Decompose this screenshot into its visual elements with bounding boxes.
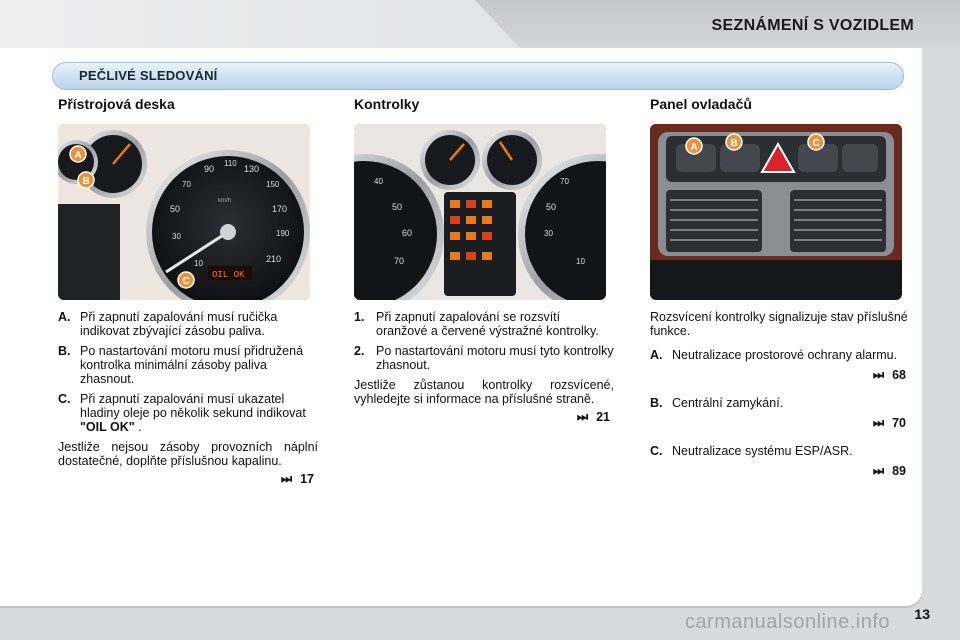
item-key: A. [650,348,663,362]
gauge-tick: 210 [266,254,282,264]
note-paragraph: Jestliže nejsou zásoby provozních náplní dostatečné, doplňte příslušnou kapalinu. [58,440,318,468]
gauge-tick: 30 [172,232,181,241]
gauge-tick: 60 [402,228,413,238]
page-reference[interactable] [354,410,614,424]
instrument-panel-illustration [58,124,310,300]
gauge-tick: 130 [244,164,260,174]
item-text: Neutralizace prostorové ochrany alarmu. [672,348,898,362]
gauge-tick: 50 [170,204,181,214]
control-panel-illustration [650,124,902,260]
section-title: PEČLIVÉ SLEDOVÁNÍ [79,68,218,83]
page-number: 13 [914,606,930,622]
page-reference[interactable] [650,416,910,430]
warning-lights-photo [354,124,606,300]
column-warning-lights [354,96,614,430]
page-ref-number: 21 [596,410,610,424]
list-item [354,344,614,372]
item-key: 1. [354,310,365,324]
callout-c [178,272,194,288]
page-title: SEZNÁMENÍ S VOZIDLEM [711,17,914,34]
warning-lights-illustration [354,124,606,300]
instrument-items [58,310,318,486]
gauge-tick: 70 [182,180,191,189]
control-panel-photo [650,124,902,300]
page-ref-number: 89 [892,464,906,478]
page-ref-arrow-icon: ⏭ [576,410,589,424]
page-reference[interactable] [650,368,910,382]
svg-text:A: A [690,142,698,153]
gauge-tick: 70 [394,256,405,266]
gauge-tick: 90 [204,164,215,174]
gauge-tick: 190 [276,229,290,238]
item-key: B. [650,396,663,410]
page-ref-arrow-icon: ⏭ [872,464,885,478]
callout-c [808,134,824,150]
page-ref-arrow-icon: ⏭ [872,368,885,382]
list-item [354,310,614,338]
gauge-tick: 10 [194,259,203,268]
column-title: Kontrolky [354,96,420,112]
column-instrument-panel [58,96,318,492]
page-ref-number: 70 [892,416,906,430]
item-key: C. [650,444,663,458]
list-item [58,392,318,434]
item-key: C. [58,392,71,406]
column-title: Přístrojová deska [58,96,175,112]
gauge-tick: 110 [224,159,237,168]
item-key: B. [58,344,71,358]
instrument-panel-photo [58,124,310,300]
item-text: Centrální zamykání. [672,396,784,410]
svg-text:A: A [74,150,82,161]
gauge-tick: 40 [374,177,383,186]
list-item [58,344,318,386]
callout-b [726,134,742,150]
item-text: Při zapnutí zapalování musí ručička indikovat zbývající zásobu paliva. [80,310,278,338]
column-control-panel [650,96,910,484]
svg-text:C: C [182,276,190,287]
column-title: Panel ovladačů [650,96,752,112]
page-ref-arrow-icon: ⏭ [280,472,293,486]
item-text: Při zapnutí zapalování se rozsvítí oranžové a červené výstražné kontrolky. [376,310,599,338]
oil-display: OIL OK [212,270,245,280]
watermark: carmanualsonline.info [684,611,890,633]
page-reference[interactable] [650,464,910,478]
gauge-tick: 170 [272,204,288,214]
note-paragraph: Jestliže zůstanou kontrolky rozsvícené, vyhledejte si informace na příslušné straně. [354,378,614,406]
gauge-tick: 30 [544,229,553,238]
gauge-tick: 50 [546,202,557,212]
svg-text:C: C [812,138,820,149]
page-ref-number: 17 [300,472,314,486]
page-ref-number: 68 [892,368,906,382]
gauge-tick: 150 [266,180,280,189]
gauge-tick: 70 [560,177,569,186]
list-item [58,310,318,338]
header-strip [0,0,960,48]
item-key: 2. [354,344,365,358]
page-ref-arrow-icon: ⏭ [872,416,885,430]
svg-text:B: B [82,176,90,187]
page-reference[interactable] [58,472,318,486]
gauge-tick: 10 [576,257,585,266]
list-item [650,444,910,458]
item-text: Po nastartování motoru musí tyto kontrolky zhasnout. [376,344,614,372]
warning-items [354,310,614,424]
callout-a [686,138,702,154]
item-key: A. [58,310,71,324]
item-text: Při zapnutí zapalování musí ukazatel hladiny oleje po několik sekund indikovat "OIL OK" . [80,392,306,434]
list-item [650,396,910,410]
gauge-unit: km/h [218,198,232,204]
list-item [650,348,910,362]
callout-a [70,146,86,162]
oil-ok-label: "OIL OK" [80,420,135,434]
svg-text:B: B [730,138,738,149]
item-text: Neutralizace systému ESP/ASR. [672,444,853,458]
section-banner [52,62,904,90]
header-wedge [0,0,520,48]
intro-paragraph: Rozsvícení kontrolky signalizuje stav příslušné funkce. [650,310,908,338]
control-items [650,310,910,478]
callout-b [78,172,94,188]
gauge-tick: 50 [392,202,403,212]
item-text: Po nastartování motoru musí přidružená kontrolka minimální zásoby paliva zhasnout. [80,344,304,386]
